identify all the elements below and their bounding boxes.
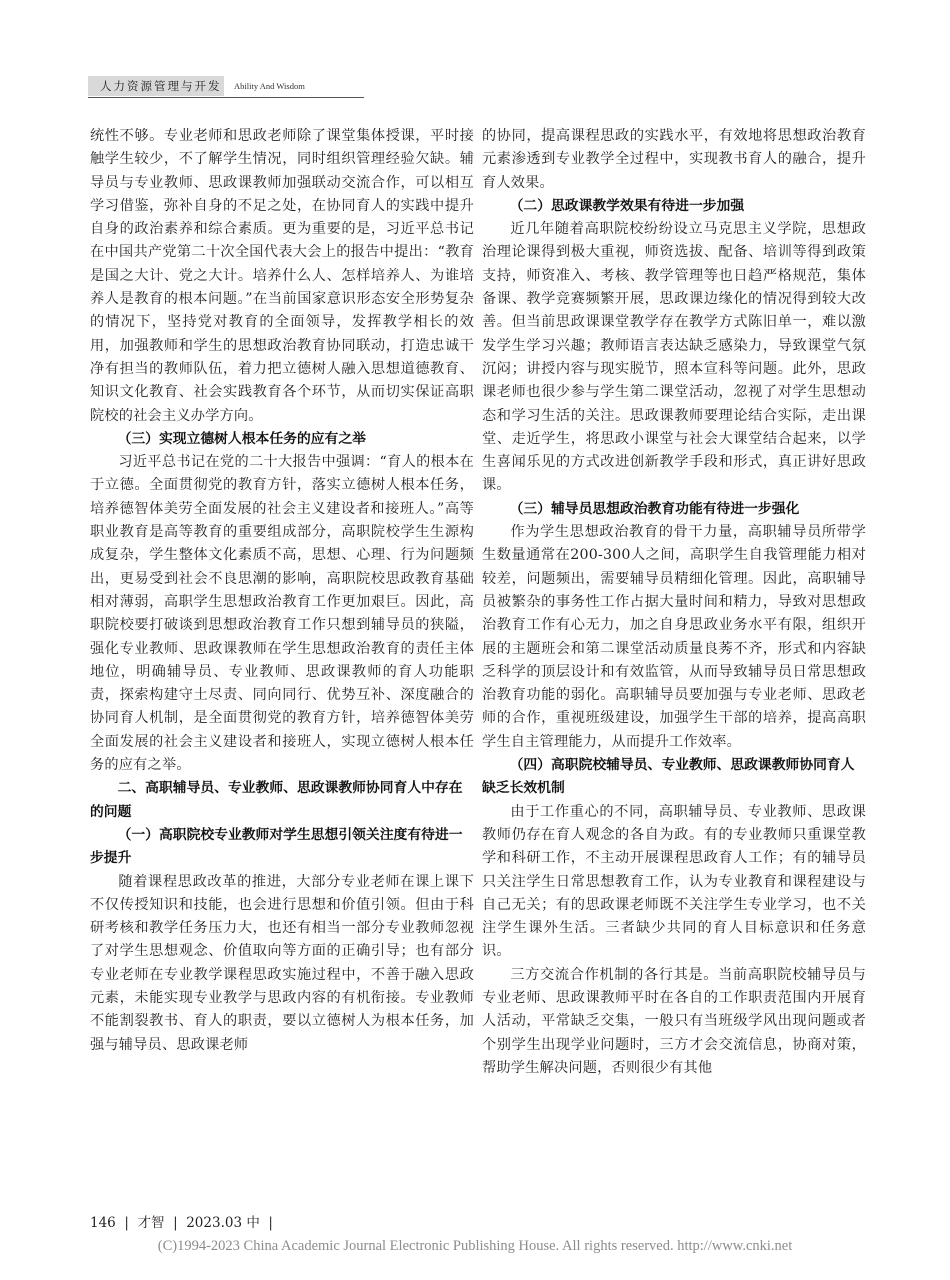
subsection-heading: （四）高职院校辅导员、专业教师、思政课教师协同育人缺乏长效机制 <box>482 757 855 797</box>
subsection-heading: （二）思政课教学效果有待进一步加强 <box>509 197 745 214</box>
copyright-notice: (C)1994-2023 China Academic Journal Electronic Publishing House. All rights reserved. http://www.cnki.net <box>157 1238 793 1254</box>
left-column <box>90 125 474 1057</box>
paragraph: 随着课程思政改革的推进，大部分专业老师在课上课下不仅传授知识和技能，也会进行思想和价值引领。但由于科研考核和教学任务压力大，也还有相当一部分专业教师忽视了对学生思想观念、价值取向等方面的正确引导；也有部分专业老师在专业教学课程思政实施过程中，不善于融入思政元素，未能实现专业教学与思政内容的有机衔接。专业教师不能割裂教书、育人的职责，要以立德树人为根本任务，加强与辅导员、思政课老师 <box>90 873 474 1053</box>
subsection-heading: （一）高职院校专业教师对学生思想引领关注度有待进一步提升 <box>90 826 463 867</box>
journal-section-tab: 人力资源管理与开发 <box>88 76 224 96</box>
paragraph: 作为学生思想政治教育的骨干力量，高职辅导员所带学生数量通常在200-300人之间，高职学生自我管理能力相对较差，问题频出，需要辅导员精细化管理。因此，高职辅导员被繁杂的事务性工作占据大量时间和精力，导致对思想政治教育工作有心无力，加之自身思政业务水平有限，组织开展的主题班会和第二课堂活动质量良莠不齐，形式和内容缺乏科学的顶层设计和有效监管，从而导致辅导员日常思想政治教育功能的弱化。高职辅导员要加强与专业老师、思政老师的合作，重视班级建设，加强学生干部的培养，提高高职学生自主管理能力，从而提升工作效率。 <box>482 524 866 750</box>
section-heading: （三）实现立德树人根本任务的应有之举 <box>117 430 366 447</box>
paragraph: 三方交流合作机制的各行其是。当前高职院校辅导员与专业老师、思政课教师平时在各自的工作职责范围内开展育人活动，平常缺乏交集，一般只有当班级学风出现问题或者个别学生出现学业问题时，三方才会交流信息，协商对策，帮助学生解决问题，否则很少有其他 <box>482 966 866 1076</box>
paragraph: 近几年随着高职院校纷纷设立马克思主义学院，思想政治理论课得到极大重视，师资选拔、配备、培训等得到政策支持，师资准入、考核、教学管理等也日趋严格规范，集体备课、教学竞赛频繁开展，思政课边缘化的情况得到较大改善。但当前思政课课堂教学存在教学方式陈旧单一，难以激发学生学习兴趣；教师语言表达缺乏感染力，导致课堂气氛沉闷；讲授内容与现实脱节，照本宣科等问题。此外，思政课老师也很少参与学生第二课堂活动，忽视了对学生思想动态和学习生活的关注。思政课教师要理论结合实际，走出课堂、走近学生，将思政小课堂与社会大课堂结合起来，以学生喜闻乐见的方式改进创新教学手段和形式，真正讲好思政课。 <box>482 221 866 494</box>
page-footer <box>90 1213 273 1233</box>
section-heading: 二、高职辅导员、专业教师、思政课教师协同育人中存在的问题 <box>90 780 463 820</box>
running-header <box>88 74 364 98</box>
footer-separator: | <box>115 1215 138 1231</box>
paragraph: 的协同，提高课程思政的实践水平，有效地将思想政治教育元素渗透到专业教学全过程中，实现教书育人的融合，提升育人效果。 <box>482 128 866 191</box>
footer-separator: | <box>259 1215 273 1231</box>
right-column <box>482 125 866 1080</box>
header-rule <box>88 97 364 98</box>
journal-name: 才智 <box>137 1215 165 1231</box>
page-number: 146 <box>90 1215 116 1231</box>
issue-label: 2023.03 中 <box>186 1215 260 1231</box>
paragraph: 习近平总书记在党的二十大报告中强调：“育人的根本在于立德。全面贯彻党的教育方针，落实立德树人根本任务，培养德智体美劳全面发展的社会主义建设者和接班人。”高等职业教育是高等教育的重要组成部分，高职院校学生生源构成复杂，学生整体文化素质不高，思想、心理、行为问题频出，更易受到社会不良思潮的影响，高职院校思政教育基础相对薄弱，高职学生思想政治教育工作更加艰巨。因此，高职院校要打破谈到思想政治教育工作只想到辅导员的狭隘，强化专业教师、思政课教师在学生思想政治教育的责任主体地位，明确辅导员、专业教师、思政课教师的育人功能职责，探索构建守土尽责、同向同行、优势互补、深度融合的协同育人机制，是全面贯彻党的教育方针，培养德智体美劳全面发展的社会主义建设者和接班人，实现立德树人根本任务的应有之举。 <box>90 454 474 774</box>
subsection-heading: （三）辅导员思想政治教育功能有待进一步强化 <box>509 500 800 517</box>
footer-separator: | <box>164 1215 187 1231</box>
paragraph: 由于工作重心的不同，高职辅导员、专业教师、思政课教师仍存在育人观念的各自为政。有的专业教师只重课堂教学和科研工作，不主动开展课程思政育人工作；有的辅导员只关注学生日常思想教育工作，认为专业教育和课程建设与自己无关；有的思政课老师既不关注学生专业学习，也不关注学生课外生活。三者缺少共同的育人目标意识和任务意识。 <box>482 803 866 960</box>
paragraph: 统性不够。专业老师和思政老师除了课堂集体授课，平时接触学生较少，不了解学生情况，同时组织管理经验欠缺。辅导员与专业教师、思政课教师加强联动交流合作，可以相互学习借鉴，弥补自身的不足之处，在协同育人的实践中提升自身的政治素养和综合素质。更为重要的是，习近平总书记在中国共产党第二十次全国代表大会上的报告中提出：“教育是国之大计、党之大计。培养什么人、怎样培养人、为谁培养人是教育的根本问题。”在当前国家意识形态安全形势复杂的情况下，坚持党对教育的全面领导，发挥教学相长的效用，加强教师和学生的思想政治教育协同联动，打造忠诚干净有担当的教师队伍，着力把立德树人融入思想道德教育、知识文化教育、社会实践教育各个环节，从而切实保证高职院校的社会主义办学方向。 <box>90 128 474 424</box>
journal-english-name: Ability And Wisdom <box>234 81 305 91</box>
